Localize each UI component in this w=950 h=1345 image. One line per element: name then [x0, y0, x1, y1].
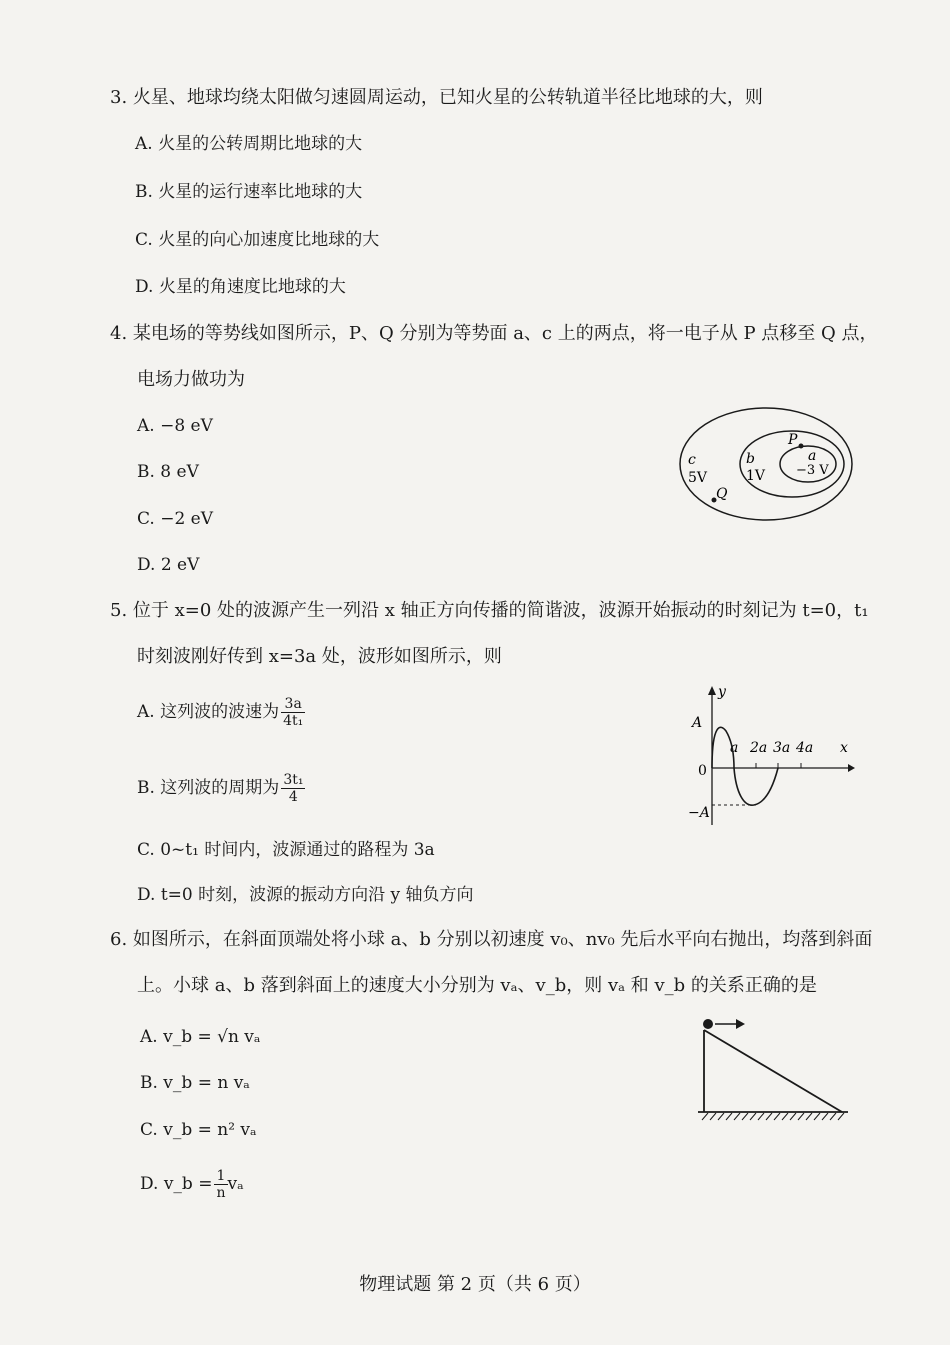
q6-option-d-numerator: 1: [214, 1168, 227, 1185]
q5-option-d: D. t=0 时刻，波源的振动方向沿 y 轴负方向: [137, 885, 474, 905]
origin-label: 0: [698, 763, 707, 779]
tick-3a: 3a: [773, 740, 791, 756]
value-c: 5V: [688, 470, 708, 486]
value-a: −3 V: [796, 463, 829, 478]
q6-option-a: A. v_b = √n vₐ: [140, 1027, 261, 1047]
q5-option-b: [137, 772, 305, 805]
q3-stem: 3. 火星、地球均绕太阳做匀速圆周运动，已知火星的公转轨道半径比地球的大，则: [110, 87, 763, 108]
q6-option-d-denominator: n: [216, 1185, 226, 1201]
q5-option-c: C. 0~t₁ 时间内，波源通过的路程为 3a: [137, 840, 435, 860]
q4-option-a: A. −8 eV: [137, 416, 213, 436]
tick-a: a: [730, 740, 739, 756]
neg-amplitude-label: −A: [688, 805, 710, 821]
q4-stem-line2: 电场力做功为: [137, 369, 245, 390]
q3-option-b: B. 火星的运行速率比地球的大: [135, 182, 363, 202]
velocity-arrow-head: [736, 1019, 745, 1029]
q4-option-d: D. 2 eV: [137, 555, 200, 575]
y-axis-label: y: [718, 684, 726, 700]
q5-stem-line2: 时刻波刚好传到 x=3a 处，波形如图所示，则: [137, 646, 502, 667]
q5-option-a-fraction: [281, 696, 305, 729]
label-b: b: [746, 451, 755, 467]
ball: [703, 1019, 713, 1029]
incline-slope: [704, 1030, 842, 1112]
ground-hatch: [702, 1113, 844, 1120]
q3-option-d: D. 火星的角速度比地球的大: [135, 277, 346, 297]
value-b: 1V: [746, 468, 766, 484]
q5-option-a-denominator: 4t₁: [283, 713, 304, 729]
q6-stem-line2: 上。小球 a、b 落到斜面上的速度大小分别为 vₐ、v_b，则 vₐ 和 v_b 的关系正确的是: [137, 975, 817, 996]
q6-option-d-fraction: [214, 1168, 227, 1201]
q5-stem-line1: 5. 位于 x=0 处的波源产生一列沿 x 轴正方向传播的简谐波，波源开始振动的时刻记为 t=0，t₁: [110, 600, 869, 621]
q4-option-c: C. −2 eV: [137, 509, 214, 529]
q6-option-d-text: D. v_b =: [140, 1174, 213, 1194]
q6-option-b: B. v_b = n vₐ: [140, 1073, 250, 1093]
incline-figure: [690, 1012, 850, 1132]
point-q-label: Q: [716, 486, 728, 502]
q5-option-a: [137, 696, 305, 729]
q3-option-a: A. 火星的公转周期比地球的大: [135, 134, 363, 154]
x-axis-arrow: [848, 764, 855, 772]
q5-option-b-text: B. 这列波的周期为: [137, 778, 280, 798]
q5-option-a-numerator: 3a: [281, 696, 305, 713]
page-footer: 物理试题 第 2 页（共 6 页）: [359, 1274, 591, 1295]
q6-option-c: C. v_b = n² vₐ: [140, 1120, 257, 1140]
amplitude-label: A: [692, 715, 703, 731]
q4-stem-line1: 4. 某电场的等势线如图所示，P、Q 分别为等势面 a、c 上的两点，将一电子从 P 点移至 Q 点，: [110, 323, 878, 344]
wave-figure: [680, 683, 855, 828]
x-axis-label: x: [840, 740, 848, 756]
equipotential-figure: [670, 400, 860, 530]
label-a: a: [808, 448, 817, 464]
q5-option-b-numerator: 3t₁: [283, 772, 304, 788]
tick-4a: 4a: [796, 740, 814, 756]
tick-2a: 2a: [750, 740, 768, 756]
q5-option-b-fraction: [281, 772, 305, 805]
label-c: c: [688, 452, 696, 468]
q5-option-b-denominator: 4: [288, 789, 298, 805]
q3-option-c: C. 火星的向心加速度比地球的大: [135, 230, 380, 250]
point-p-label: P: [788, 432, 798, 448]
wave-curve: [712, 727, 778, 805]
point-p: [799, 444, 804, 449]
q6-option-d: [140, 1168, 244, 1201]
q6-option-d-suffix: vₐ: [227, 1174, 244, 1194]
q4-option-b: B. 8 eV: [137, 462, 199, 482]
q6-stem-line1: 6. 如图所示，在斜面顶端处将小球 a、b 分别以初速度 v₀、nv₀ 先后水平向右抛出，均落到斜面: [110, 929, 873, 950]
q5-option-a-text: A. 这列波的波速为: [137, 702, 280, 722]
y-axis-arrow: [708, 686, 716, 695]
